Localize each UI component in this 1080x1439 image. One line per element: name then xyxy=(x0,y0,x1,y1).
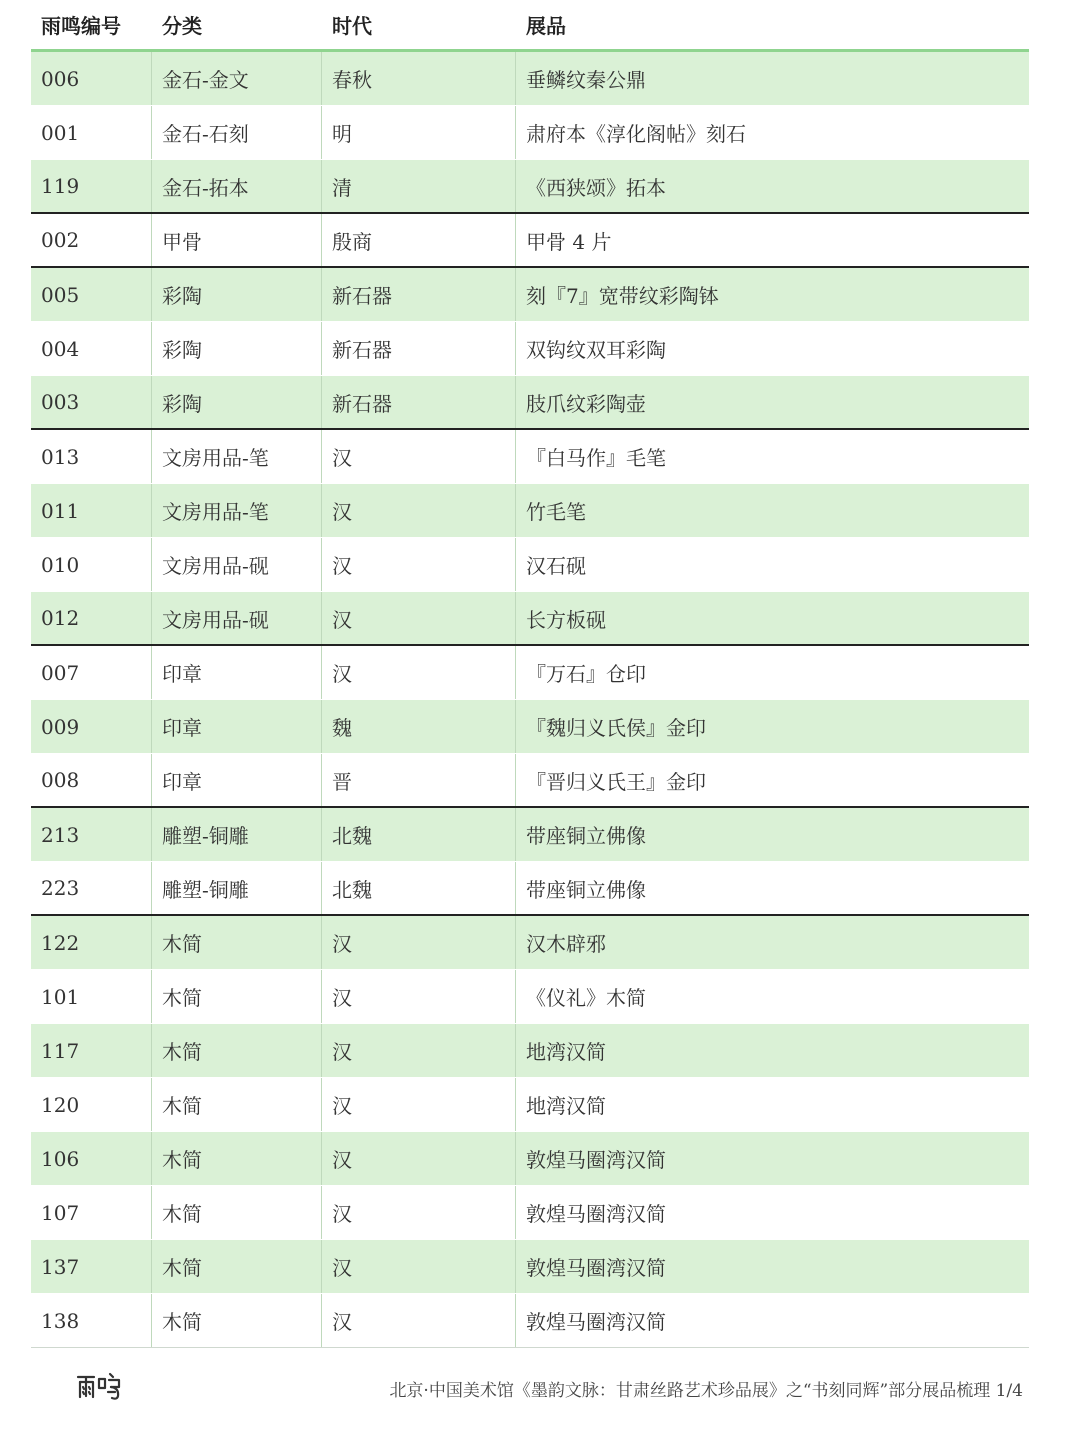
table-row xyxy=(31,592,1029,646)
cell-id: 117 xyxy=(31,1024,152,1077)
cell-era: 汉 xyxy=(322,1024,516,1077)
cell-id: 223 xyxy=(31,862,152,914)
cell-category: 印章 xyxy=(152,700,322,753)
cell-id: 005 xyxy=(31,268,152,321)
cell-item: 带座铜立佛像 xyxy=(526,824,646,848)
header-category: 分类 xyxy=(162,14,202,38)
exhibit-table xyxy=(31,0,1029,1348)
cell-era: 汉 xyxy=(322,484,516,537)
cell-category: 金石-石刻 xyxy=(152,106,322,159)
cell-era: 春秋 xyxy=(322,52,516,105)
cell-era: 汉 xyxy=(322,430,516,483)
table-header xyxy=(31,0,1029,52)
cell-id: 010 xyxy=(31,538,152,591)
cell-category: 木简 xyxy=(152,1240,322,1293)
cell-item: 敦煌马圈湾汉简 xyxy=(526,1202,666,1226)
table-row xyxy=(31,754,1029,808)
table-row xyxy=(31,1132,1029,1186)
cell-era: 北魏 xyxy=(322,808,516,861)
table-row xyxy=(31,808,1029,862)
cell-era: 新石器 xyxy=(322,376,516,428)
cell-category: 木简 xyxy=(152,1186,322,1239)
cell-item: 『晋归义氏王』金印 xyxy=(526,769,706,794)
cell-id: 002 xyxy=(31,214,152,266)
cell-item: 长方板砚 xyxy=(526,607,606,632)
cell-id: 012 xyxy=(31,592,152,644)
cell-era: 汉 xyxy=(322,646,516,699)
cell-category: 甲骨 xyxy=(152,214,322,266)
header-era: 时代 xyxy=(332,14,372,38)
table-row xyxy=(31,700,1029,754)
table-row xyxy=(31,1294,1029,1348)
cell-category: 印章 xyxy=(152,646,322,699)
cell-item: 《仪礼》木简 xyxy=(526,986,646,1010)
table-row xyxy=(31,1186,1029,1240)
cell-id: 106 xyxy=(31,1132,152,1185)
cell-id: 107 xyxy=(31,1186,152,1239)
table-row xyxy=(31,1024,1029,1078)
cell-id: 003 xyxy=(31,376,152,428)
cell-id: 101 xyxy=(31,970,152,1023)
cell-era: 新石器 xyxy=(322,268,516,321)
cell-item: 汉木辟邪 xyxy=(526,932,606,956)
table-row xyxy=(31,1078,1029,1132)
cell-item: 地湾汉简 xyxy=(526,1094,606,1118)
cell-era: 汉 xyxy=(322,1294,516,1347)
cell-era: 清 xyxy=(322,160,516,212)
cell-item: 地湾汉简 xyxy=(526,1040,606,1064)
table-row xyxy=(31,268,1029,322)
cell-id: 011 xyxy=(31,484,152,537)
table-row xyxy=(31,484,1029,538)
table-row xyxy=(31,538,1029,592)
cell-category: 印章 xyxy=(152,754,322,806)
cell-id: 119 xyxy=(31,160,152,212)
cell-era: 汉 xyxy=(322,1132,516,1185)
cell-era: 汉 xyxy=(322,538,516,591)
cell-item: 甲骨 4 片 xyxy=(526,229,612,254)
cell-category: 金石-拓本 xyxy=(152,160,322,212)
table-row xyxy=(31,916,1029,970)
cell-era: 汉 xyxy=(322,916,516,969)
cell-category: 彩陶 xyxy=(152,376,322,428)
table-row xyxy=(31,646,1029,700)
cell-era: 殷商 xyxy=(322,214,516,266)
table-row xyxy=(31,52,1029,106)
cell-id: 008 xyxy=(31,754,152,806)
cell-category: 文房用品-砚 xyxy=(152,538,322,591)
cell-id: 009 xyxy=(31,700,152,753)
table-row xyxy=(31,106,1029,160)
cell-item: 竹毛笔 xyxy=(526,500,586,524)
cell-id: 120 xyxy=(31,1078,152,1131)
table-row xyxy=(31,430,1029,484)
cell-item: 『白马作』毛笔 xyxy=(526,446,666,470)
cell-era: 汉 xyxy=(322,1186,516,1239)
table-row xyxy=(31,1240,1029,1294)
cell-era: 明 xyxy=(322,106,516,159)
cell-category: 雕塑-铜雕 xyxy=(152,862,322,914)
cell-category: 木简 xyxy=(152,1078,322,1131)
cell-category: 文房用品-笔 xyxy=(152,430,322,483)
cell-id: 213 xyxy=(31,808,152,861)
cell-item: 刻『7』宽带纹彩陶钵 xyxy=(526,284,719,308)
cell-era: 北魏 xyxy=(322,862,516,914)
cell-item: 《西狭颂》拓本 xyxy=(526,175,666,200)
table-row xyxy=(31,862,1029,916)
cell-category: 彩陶 xyxy=(152,268,322,321)
cell-id: 137 xyxy=(31,1240,152,1293)
cell-item: 垂鳞纹秦公鼎 xyxy=(526,68,646,92)
cell-item: 双钩纹双耳彩陶 xyxy=(526,338,666,362)
table-row xyxy=(31,214,1029,268)
cell-category: 木简 xyxy=(152,1132,322,1185)
cell-category: 文房用品-砚 xyxy=(152,592,322,644)
cell-item: 敦煌马圈湾汉简 xyxy=(526,1148,666,1172)
table-row xyxy=(31,322,1029,376)
cell-item: 肃府本《淳化阁帖》刻石 xyxy=(526,122,746,146)
cell-item: 带座铜立佛像 xyxy=(526,877,646,902)
cell-item: 『魏归义氏侯』金印 xyxy=(526,716,706,740)
header-id: 雨鸣编号 xyxy=(41,14,121,38)
cell-item: 『万石』仓印 xyxy=(526,662,646,686)
cell-category: 木简 xyxy=(152,1024,322,1077)
cell-category: 木简 xyxy=(152,916,322,969)
cell-era: 汉 xyxy=(322,1240,516,1293)
cell-era: 晋 xyxy=(322,754,516,806)
yuming-logo xyxy=(75,1368,125,1402)
cell-id: 001 xyxy=(31,106,152,159)
cell-era: 汉 xyxy=(322,1078,516,1131)
cell-category: 木简 xyxy=(152,1294,322,1347)
cell-category: 文房用品-笔 xyxy=(152,484,322,537)
table-row xyxy=(31,376,1029,430)
cell-id: 138 xyxy=(31,1294,152,1347)
cell-item: 敦煌马圈湾汉简 xyxy=(526,1310,666,1334)
table-body xyxy=(31,52,1029,1348)
cell-era: 汉 xyxy=(322,592,516,644)
cell-item: 汉石砚 xyxy=(526,554,586,578)
cell-category: 雕塑-铜雕 xyxy=(152,808,322,861)
cell-id: 007 xyxy=(31,646,152,699)
cell-category: 木简 xyxy=(152,970,322,1023)
cell-era: 新石器 xyxy=(322,322,516,375)
table-row xyxy=(31,160,1029,214)
cell-category: 彩陶 xyxy=(152,322,322,375)
table-row xyxy=(31,970,1029,1024)
footer xyxy=(31,1362,1029,1412)
cell-item: 敦煌马圈湾汉简 xyxy=(526,1256,666,1280)
cell-item: 肢爪纹彩陶壶 xyxy=(526,391,646,416)
cell-id: 013 xyxy=(31,430,152,483)
cell-id: 004 xyxy=(31,322,152,375)
cell-id: 006 xyxy=(31,52,152,105)
cell-id: 122 xyxy=(31,916,152,969)
header-item: 展品 xyxy=(526,14,566,38)
cell-era: 汉 xyxy=(322,970,516,1023)
cell-era: 魏 xyxy=(322,700,516,753)
footer-caption: 北京·中国美术馆《墨韵文脉：甘肃丝路艺术珍品展》之“书刻同辉”部分展品梳理 1/4 xyxy=(389,1381,1023,1401)
cell-category: 金石-金文 xyxy=(152,52,322,105)
